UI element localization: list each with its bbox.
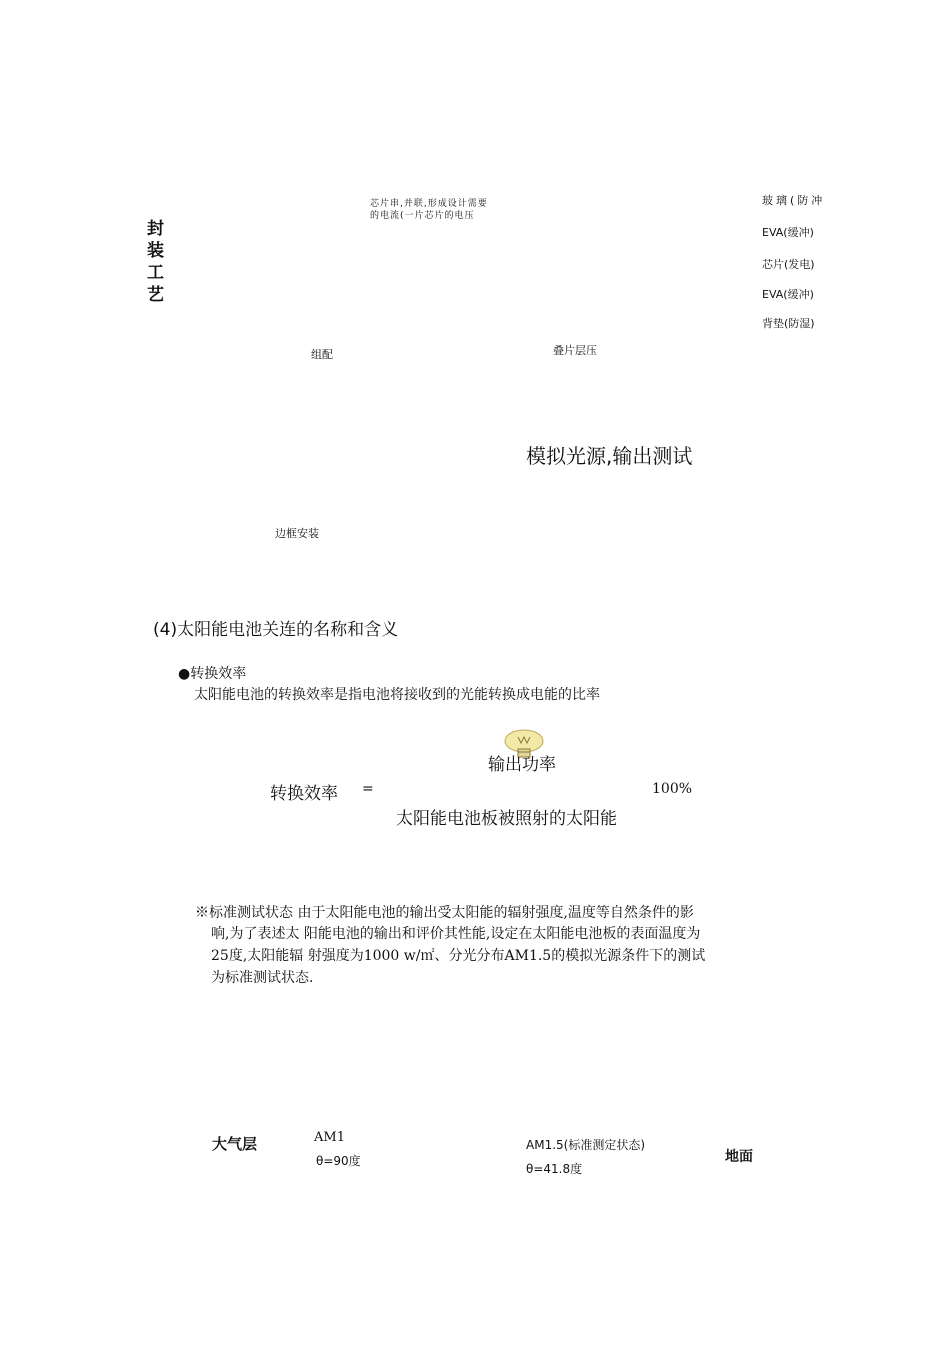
section-heading: (4)太阳能电池关连的名称和含义 (153, 620, 399, 640)
bullet-description: 太阳能电池的转换效率是指电池将接收到的光能转换成电能的比率 (194, 687, 600, 703)
layer-glass: 玻璃(防冲 (762, 194, 826, 207)
process-title: 封装工艺 (147, 219, 164, 305)
layer-chip: 芯片(发电) (762, 258, 815, 271)
standard-line-1: ※标准测试状态 由于太阳能电池的输出受太阳能的辐射强度,温度等自然条件的影 (195, 905, 694, 921)
formula-numerator: 输出功率 (488, 755, 556, 775)
layer-eva-bottom: EVA(缓冲) (762, 288, 814, 301)
formula-factor: 100% (652, 781, 693, 797)
step-lamination: 叠片层压 (553, 344, 597, 357)
ground-label: 地面 (725, 1149, 753, 1165)
formula-equals: = (362, 781, 374, 797)
am1-label: AM1 (314, 1130, 345, 1145)
process-note: 芯片串,并联,形成设计需要的电流(一片芯片的电压 (370, 199, 488, 221)
step-assembly: 组配 (311, 348, 333, 361)
layer-backsheet: 背垫(防湿) (762, 317, 815, 330)
layer-eva-top: EVA(缓冲) (762, 226, 814, 239)
standard-line-4: 为标准测试状态. (211, 970, 314, 986)
step-test: 模拟光源,输出测试 (526, 444, 693, 468)
standard-line-2: 响,为了表述太 阳能电池的输出和评价其性能,设定在太阳能电池板的表面温度为 (211, 926, 701, 942)
step-frame: 边框安装 (275, 527, 319, 540)
formula-denominator: 太阳能电池板被照射的太阳能 (396, 809, 617, 829)
standard-line-3: 25度,太阳能辐 射强度为1000 w/㎡、分光分布AM1.5的模拟光源条件下的测试 (211, 948, 706, 964)
atmosphere-label: 大气层 (212, 1135, 258, 1153)
am1-angle: θ=90度 (316, 1154, 361, 1168)
am15-label: AM1.5(标准测定状态) (526, 1138, 646, 1152)
am15-angle: θ=41.8度 (526, 1162, 583, 1176)
bullet-title: ●转换效率 (178, 666, 247, 682)
formula-lhs: 转换效率 (270, 784, 338, 804)
